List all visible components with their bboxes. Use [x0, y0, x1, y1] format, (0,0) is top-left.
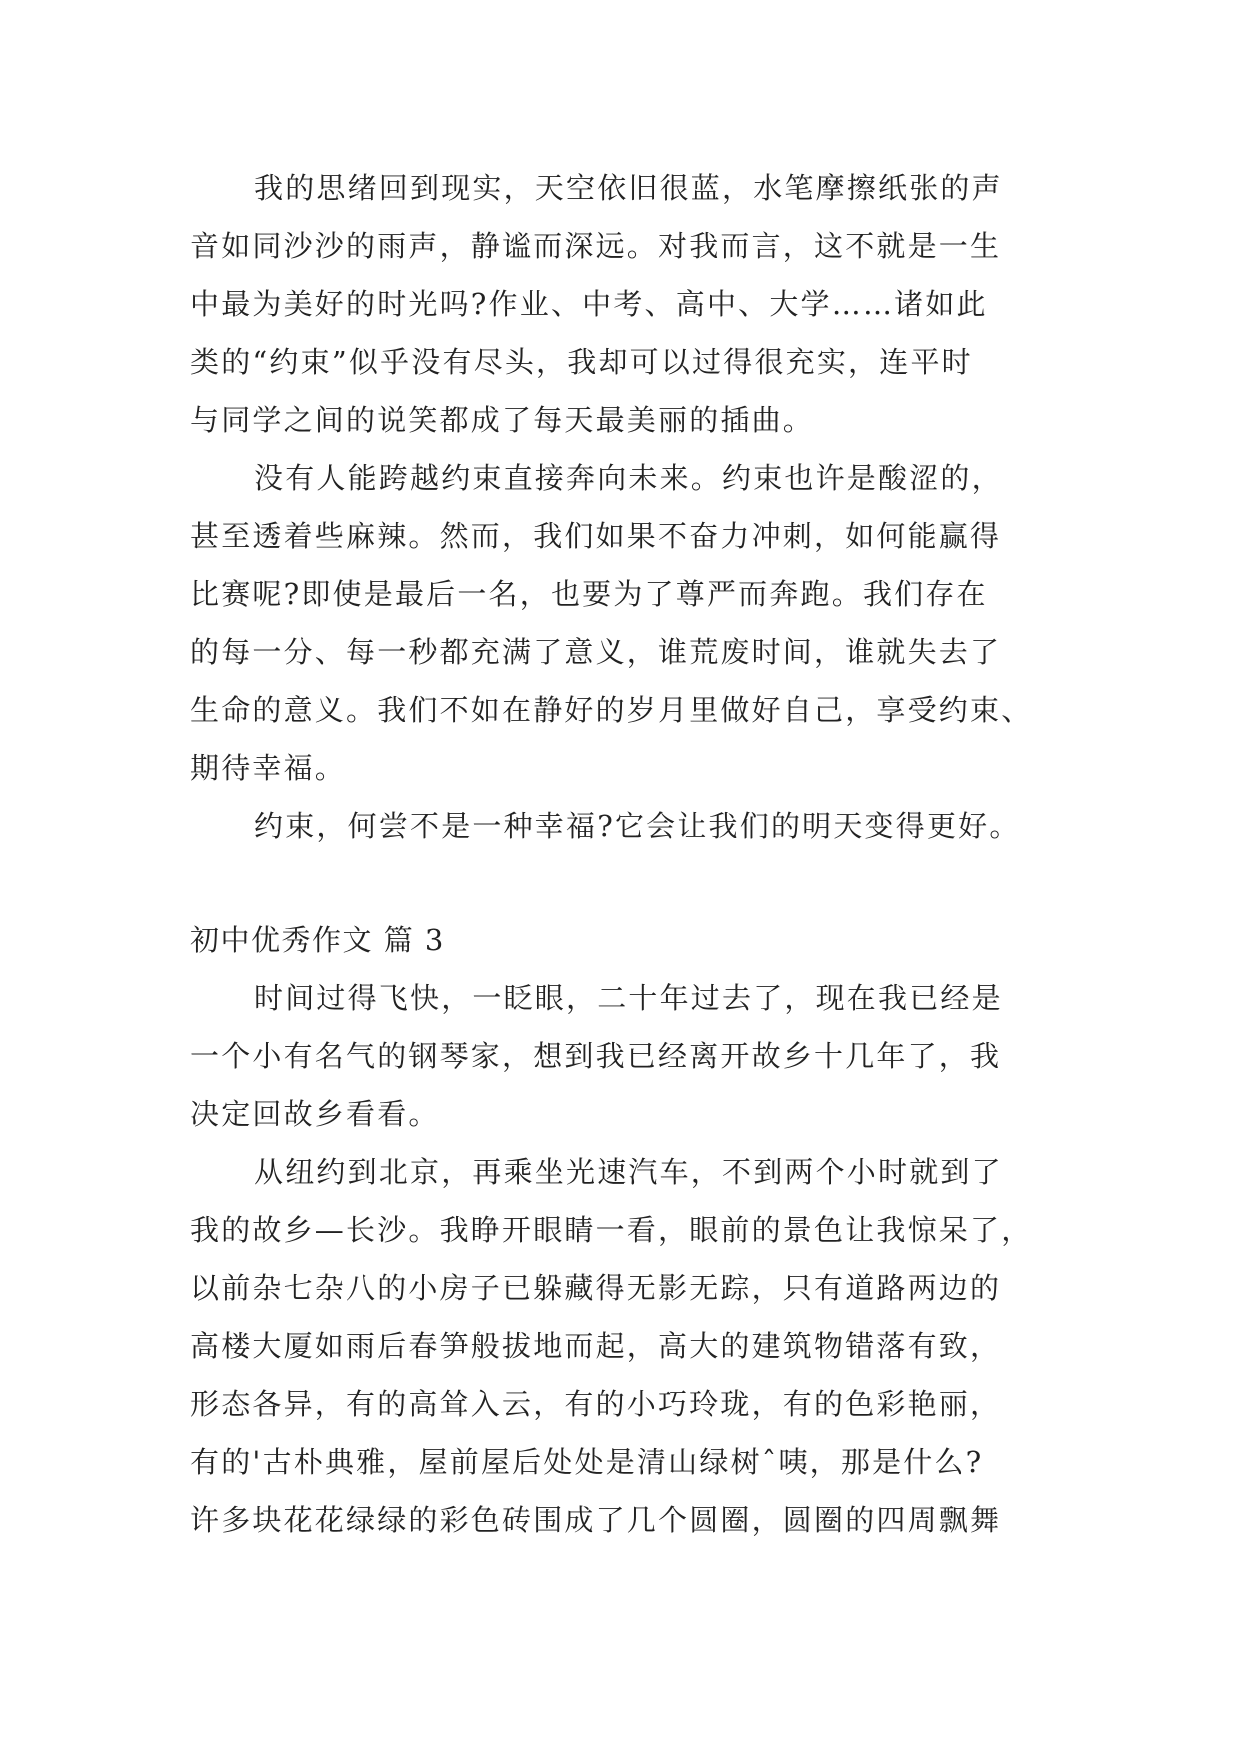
text-line: 没有人能跨越约束直接奔向未来。约束也许是酸涩的， — [254, 461, 1003, 495]
text-line: 生命的意义。我们不如在静好的岁月里做好自己，享受约束、 — [190, 693, 1033, 727]
text-line: 从纽约到北京，再乘坐光速汽车，不到两个小时就到了 — [254, 1155, 1003, 1189]
text-line: 约束，何尝不是一种幸福?它会让我们的明天变得更好。 — [254, 809, 1021, 843]
text-line: 与同学之间的说笑都成了每天最美丽的插曲。 — [190, 403, 815, 437]
text-line: 期待幸福。 — [190, 751, 347, 785]
text-line: 决定回故乡看看。 — [190, 1097, 440, 1131]
section-heading: 初中优秀作文 篇 3 — [190, 923, 445, 957]
text-line: 音如同沙沙的雨声，静谧而深远。对我而言，这不就是一生 — [190, 229, 1002, 263]
text-line: 一个小有名气的钢琴家，想到我已经离开故乡十几年了，我 — [190, 1039, 1002, 1073]
text-line: 我的故乡—长沙。我睁开眼睛一看，眼前的景色让我惊呆了， — [190, 1213, 1033, 1247]
text-line: 许多块花花绿绿的彩色砖围成了几个圆圈，圆圈的四周飘舞 — [190, 1503, 1002, 1537]
text-line: 高楼大厦如雨后春笋般拔地而起，高大的建筑物错落有致， — [190, 1329, 1002, 1363]
text-line: 有的'古朴典雅，屋前屋后处处是清山绿树ˆ咦，那是什么? — [190, 1445, 984, 1479]
text-line: 以前杂七杂八的小房子已躲藏得无影无踪，只有道路两边的 — [190, 1271, 1002, 1305]
text-line: 中最为美好的时光吗?作业、中考、高中、大学……诸如此 — [190, 287, 988, 321]
text-line: 时间过得飞快，一眨眼，二十年过去了，现在我已经是 — [254, 981, 1003, 1015]
text-line: 的每一分、每一秒都充满了意义，谁荒废时间，谁就失去了 — [190, 635, 1002, 669]
text-line: 类的“约束”似乎没有尽头，我却可以过得很充实，连平时 — [190, 345, 973, 379]
text-line: 甚至透着些麻辣。然而，我们如果不奋力冲刺，如何能赢得 — [190, 519, 1002, 553]
text-line: 我的思绪回到现实，天空依旧很蓝，水笔摩擦纸张的声 — [254, 171, 1003, 205]
text-line: 形态各异，有的高耸入云，有的小巧玲珑，有的色彩艳丽， — [190, 1387, 1002, 1421]
text-line: 比赛呢?即使是最后一名，也要为了尊严而奔跑。我们存在 — [190, 577, 988, 611]
